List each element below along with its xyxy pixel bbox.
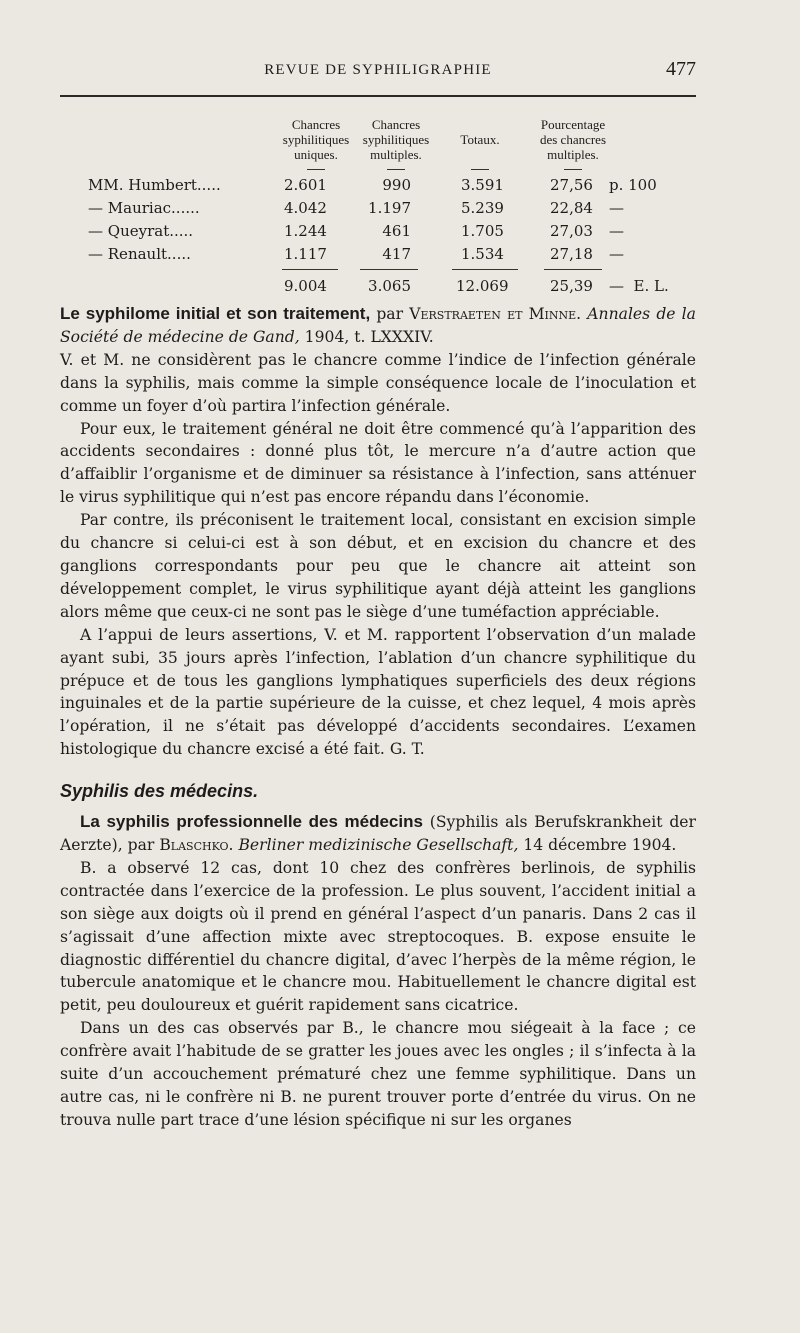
header-line: multiples.	[370, 147, 422, 162]
table-row	[88, 245, 700, 269]
row-label: — Mauriac......	[88, 199, 200, 217]
journal-name: Annales de la Société de médecine de Gand,	[60, 305, 696, 346]
header-line: Pourcentage	[540, 117, 606, 132]
value-totaux: 1.534	[461, 245, 504, 263]
paragraph: Pour eux, le traitement général ne doit être commencé qu’à l’apparition des accidents secondaires : donné plus tôt, le mercure n’a d’autre action que d’affaiblir l’organisme et de diminuer sa résistance à l’infection, sans atténuer le virus syphilitique qui n’est pas encore répandu dans l’économie.	[60, 419, 696, 507]
value-pourcentage: 27,18	[550, 245, 593, 263]
header-line: multiples.	[547, 147, 599, 162]
totals-row	[88, 277, 700, 301]
statistics-table	[88, 117, 700, 302]
citation: 1904, t. LXXXIV.	[299, 327, 434, 346]
value-pourcentage: 22,84	[550, 199, 593, 217]
header-dash	[307, 169, 325, 170]
paragraph: Dans un des cas observés par B., le chancre mou siégeait à la face ; ce confrère avait l’habitude de se gratter les joues avec les ongles ; il s’infecta à la suite d’un accouchement prématuré chez une femme syphilitique. Dans un autre cas, ni le confrère ni B. ne purent trouver porte d’entrée du virus. On ne trouva nulle part trace d’une lésion spécifique ni sur les organes	[60, 1019, 696, 1129]
row-label: MM. Humbert.....	[88, 176, 221, 194]
value-pourcentage: 27,56	[550, 176, 593, 194]
article-heading	[60, 811, 696, 857]
table-row	[88, 222, 700, 246]
total-uniques: 9.004	[284, 277, 327, 295]
article-title: Le syphilome initial et son traitement,	[60, 304, 371, 323]
value-uniques: 4.042	[284, 199, 327, 217]
value-multiples: 1.197	[368, 199, 411, 217]
value-unit: —	[609, 245, 624, 263]
header-line: Chancres	[371, 117, 421, 132]
header-rule	[60, 95, 696, 97]
article-title: La syphilis professionnelle des médecins	[80, 812, 423, 832]
value-uniques: 1.117	[284, 245, 327, 263]
value-totaux: 3.591	[461, 176, 504, 194]
table-row	[88, 199, 700, 223]
value-multiples: 990	[382, 176, 411, 194]
header-line: Totaux.	[460, 132, 500, 147]
value-unit: —	[609, 199, 624, 217]
article-author: Blaschko.	[159, 836, 234, 855]
header-dash	[387, 169, 405, 170]
col-header-multiples	[346, 117, 446, 162]
paragraph: V. et M. ne considèrent pas le chancre comme l’indice de l’infection générale dans la syphilis, mais comme la simple conséquence locale de l’inoculation et comme un foyer d’où partira l’infection générale.	[60, 350, 696, 415]
value-unit: —	[609, 222, 624, 240]
header-line: syphilitiques	[362, 132, 430, 147]
total-rule	[544, 269, 602, 270]
article-subtitle: (Syphilis als Berufskrankheit der Aerzte), par	[60, 813, 696, 855]
row-label: — Renault.....	[88, 245, 191, 263]
article-authors: Verstraeten et Minne.	[409, 305, 582, 323]
value-unit: p. 100	[609, 176, 657, 194]
paragraph: B. a observé 12 cas, dont 10 chez des confrères berlinois, de syphilis contractée dans l’exercice de la profession. Le plus souvent, l’accident initial a son siège aux doigts où il prend en général l’aspect d’un panaris. Dans 2 cas il s’agissait d’une affection mixte avec streptocoques. B. expose ensuite le diagnostic différentiel du chancre digital, d’avec l’herpès de la même région, le tubercule anatomique et le chancre mou. Habituellement le chancre digital est petit, peu douloureux et guérit rapidement sans cicatrice.	[60, 858, 696, 1015]
value-totaux: 5.239	[461, 199, 504, 217]
total-rule	[360, 269, 418, 270]
value-uniques: 1.244	[284, 222, 327, 240]
value-pourcentage: 27,03	[550, 222, 593, 240]
header-line: Chancres	[291, 117, 341, 132]
total-rule	[282, 269, 338, 270]
running-head	[60, 58, 696, 88]
col-header-pourcentage	[518, 117, 628, 162]
citation: 14 décembre 1904.	[518, 836, 677, 855]
paragraph: A l’appui de leurs assertions, V. et M. rapportent l’observation d’un malade ayant subi, 35 jours après l’infection, l’ablation d’un chancre syphilitique du prépuce et de tous les ganglions lymphatiques superficiels des deux régions inguinales et de la partie supérieure de la cuisse, et chez lequel, 4 mois après l’opération, il ne s’était pas développé d’accidents secondaires. L’examen histologique du chancre excisé a été fait. G. T.	[60, 625, 696, 759]
col-header-totaux	[440, 132, 520, 147]
header-dash	[471, 169, 489, 170]
article-body	[60, 303, 696, 1132]
paragraph: Par contre, ils préconisent le traitement local, consistant en excision simple du chancre si celui-ci est à son début, et en excision du chancre et des ganglions correspondants pour peu que le chancre ait atteint son développement complet, le virus syphilitique ayant déjà atteint les ganglions alors même que ceux-ci ne sont pas le siège d’une tuméfaction appréciable.	[60, 511, 696, 621]
header-line: syphilitiques	[282, 132, 350, 147]
value-multiples: 461	[382, 222, 411, 240]
value-uniques: 2.601	[284, 176, 327, 194]
total-rule	[452, 269, 518, 270]
total-pourcentage: 25,39	[550, 277, 593, 295]
header-dash	[564, 169, 582, 170]
article-by: par	[370, 305, 410, 323]
header-line: des chancres	[539, 132, 607, 147]
header-line: uniques.	[294, 147, 338, 162]
value-multiples: 417	[382, 245, 411, 263]
running-title: REVUE DE SYPHILIGRAPHIE	[264, 62, 492, 78]
article-heading	[60, 303, 696, 349]
total-totaux: 12.069	[456, 277, 509, 295]
section-heading: Syphilis des médecins.	[60, 781, 259, 802]
row-label: — Queyrat.....	[88, 222, 194, 240]
total-multiples: 3.065	[368, 277, 411, 295]
journal-name: Berliner medizinische Gesellschaft,	[233, 836, 519, 855]
page-number: 477	[666, 58, 696, 80]
table-row	[88, 176, 700, 200]
review-signature: — E. L.	[609, 277, 669, 295]
value-totaux: 1.705	[461, 222, 504, 240]
